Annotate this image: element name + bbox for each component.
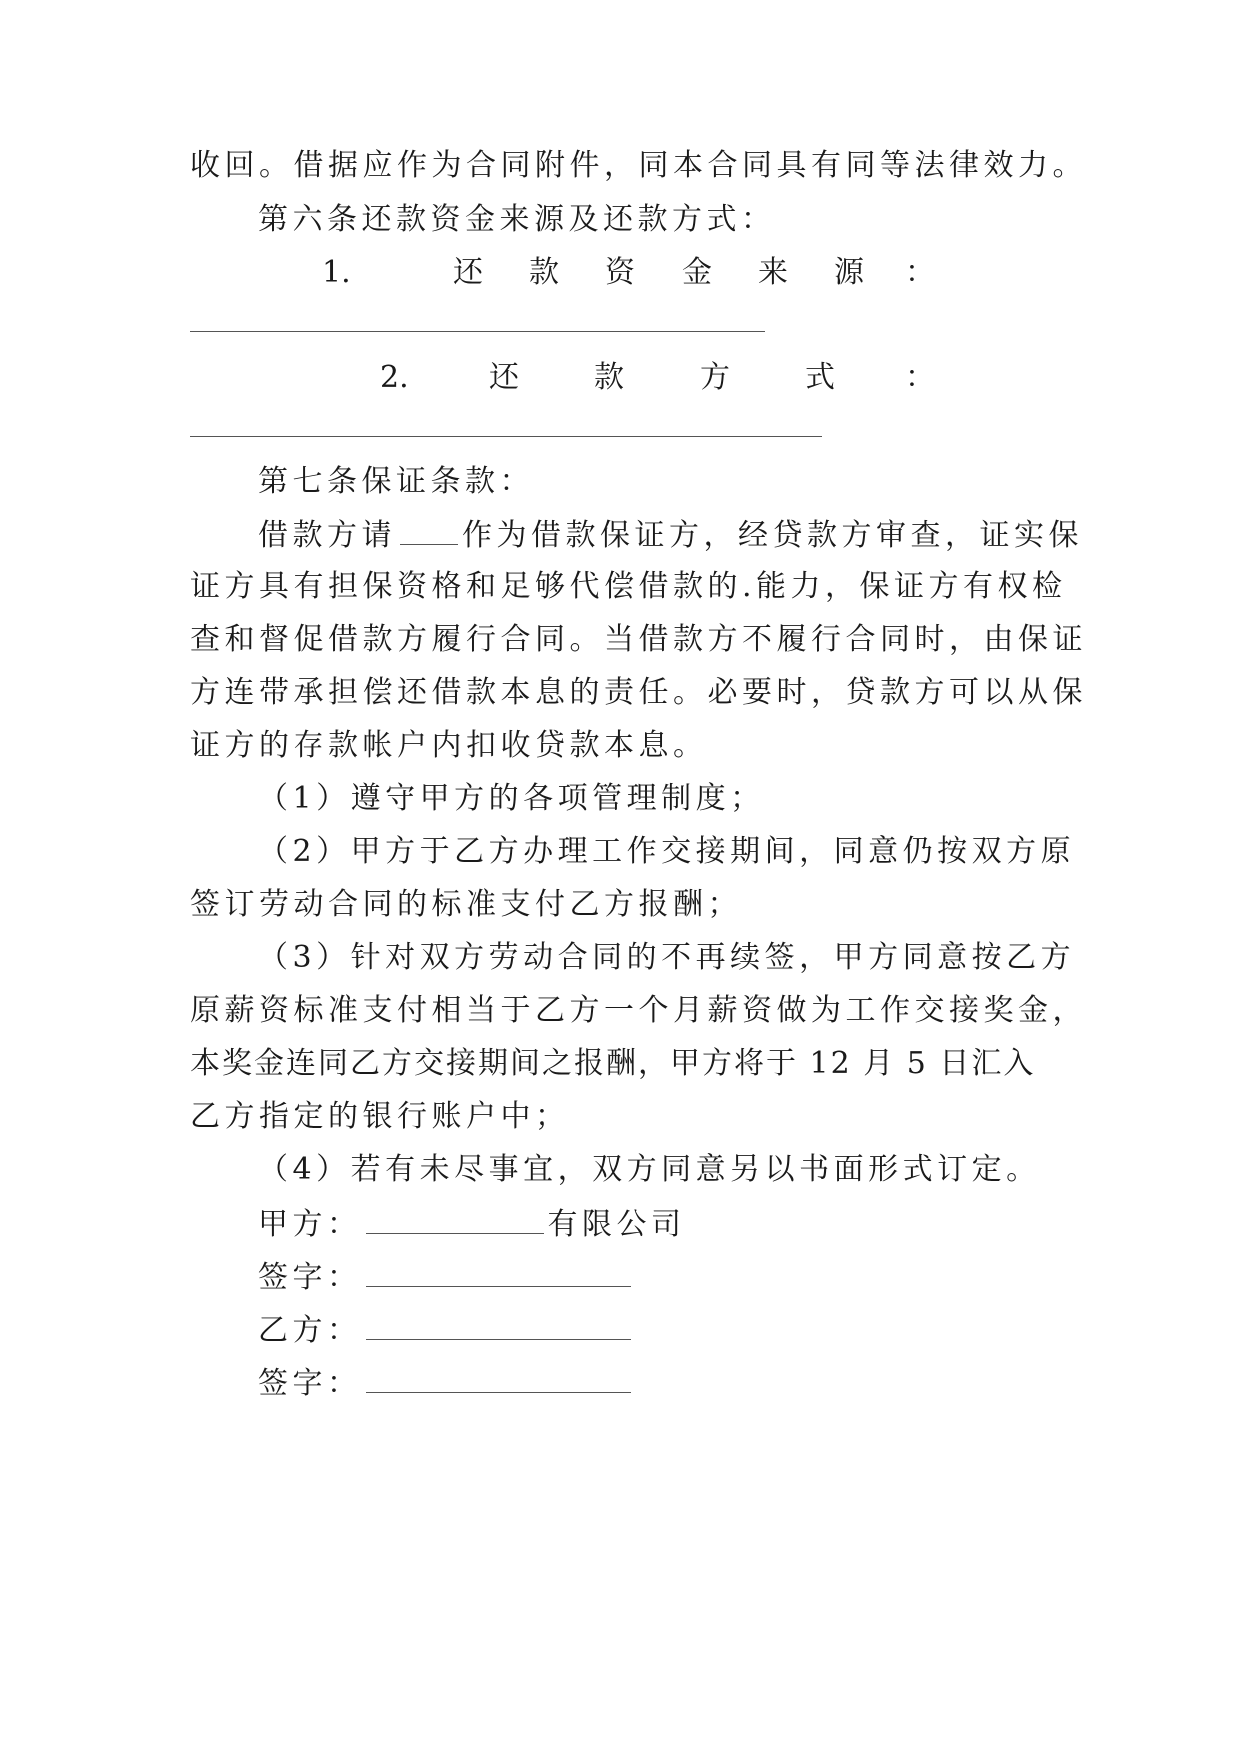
guarantee-text: 借款方请 bbox=[258, 518, 396, 553]
guarantee-paragraph-line-5: 证方的存款帐户内扣收贷款本息。 bbox=[190, 728, 708, 763]
signature-2-line bbox=[258, 1362, 1138, 1402]
item-2-fill-line bbox=[190, 436, 822, 437]
text-line-1: 收回。借据应作为合同附件，同本合同具有同等法律效力。 bbox=[190, 148, 1087, 183]
article-7-heading: 第七条保证条款： bbox=[258, 464, 534, 499]
item-1-colon: ： bbox=[905, 255, 935, 290]
clause-1: （1）遵守甲方的各项管理制度； bbox=[258, 781, 765, 816]
item-1-char: 金 bbox=[682, 255, 712, 290]
signature-2-blank bbox=[366, 1362, 631, 1393]
party-b-line bbox=[258, 1309, 1138, 1349]
item-1-number: 1. bbox=[322, 255, 351, 290]
item-1-char: 款 bbox=[529, 255, 559, 290]
item-2-char: 式 bbox=[805, 360, 835, 395]
party-b-label: 乙方： bbox=[258, 1313, 362, 1348]
clause-4: （4）若有未尽事宜，双方同意另以书面形式订定。 bbox=[258, 1152, 1041, 1187]
article-6-heading: 第六条还款资金来源及还款方式： bbox=[258, 202, 776, 237]
item-1-char: 来 bbox=[758, 255, 788, 290]
item-1-char: 源 bbox=[834, 255, 864, 290]
item-1-char: 资 bbox=[605, 255, 635, 290]
item-1-fill-line bbox=[190, 331, 765, 332]
signature-1-label: 签字： bbox=[258, 1260, 362, 1295]
guarantee-paragraph-line-3: 查和督促借款方履行合同。当借款方不履行合同时，由保证 bbox=[190, 622, 1087, 657]
party-a-blank bbox=[366, 1203, 544, 1234]
clause-2-line-1: （2）甲方于乙方办理工作交接期间，同意仍按双方原 bbox=[258, 834, 1076, 869]
clause-3-line-2: 原薪资标准支付相当于乙方一个月薪资做为工作交接奖金， bbox=[190, 993, 1087, 1028]
item-2-char: 还 bbox=[489, 360, 519, 395]
guarantee-paragraph-line-2: 证方具有担保资格和足够代偿借款的.能力，保证方有权检 bbox=[190, 569, 1067, 604]
clause-3-line-1: （3）针对双方劳动合同的不再续签，甲方同意按乙方 bbox=[258, 940, 1076, 975]
clause-3-line-3: 本奖金连同乙方交接期间之报酬，甲方将于 12 月 5 日汇入 bbox=[190, 1046, 1036, 1081]
guarantor-blank bbox=[400, 514, 458, 545]
clause-3-line-4: 乙方指定的银行账户中； bbox=[190, 1099, 570, 1134]
signature-1-blank bbox=[366, 1256, 631, 1287]
party-a-label: 甲方： bbox=[258, 1207, 362, 1242]
item-2-number: 2. bbox=[380, 360, 409, 395]
signature-2-label: 签字： bbox=[258, 1366, 362, 1401]
party-a-line bbox=[258, 1203, 1138, 1243]
item-2-colon: ： bbox=[905, 360, 935, 395]
item-2-char: 方 bbox=[700, 360, 730, 395]
party-a-suffix: 有限公司 bbox=[547, 1207, 686, 1242]
signature-1-line bbox=[258, 1256, 1138, 1296]
guarantee-text: 作为借款保证方，经贷款方审查，证实保 bbox=[462, 518, 1083, 553]
guarantee-paragraph-line-1 bbox=[258, 514, 1138, 554]
item-1-char: 还 bbox=[453, 255, 483, 290]
party-b-blank bbox=[366, 1309, 631, 1340]
guarantee-paragraph-line-4: 方连带承担偿还借款本息的责任。必要时，贷款方可以从保 bbox=[190, 675, 1087, 710]
item-2-char: 款 bbox=[594, 360, 624, 395]
clause-2-line-2: 签订劳动合同的标准支付乙方报酬； bbox=[190, 887, 742, 922]
